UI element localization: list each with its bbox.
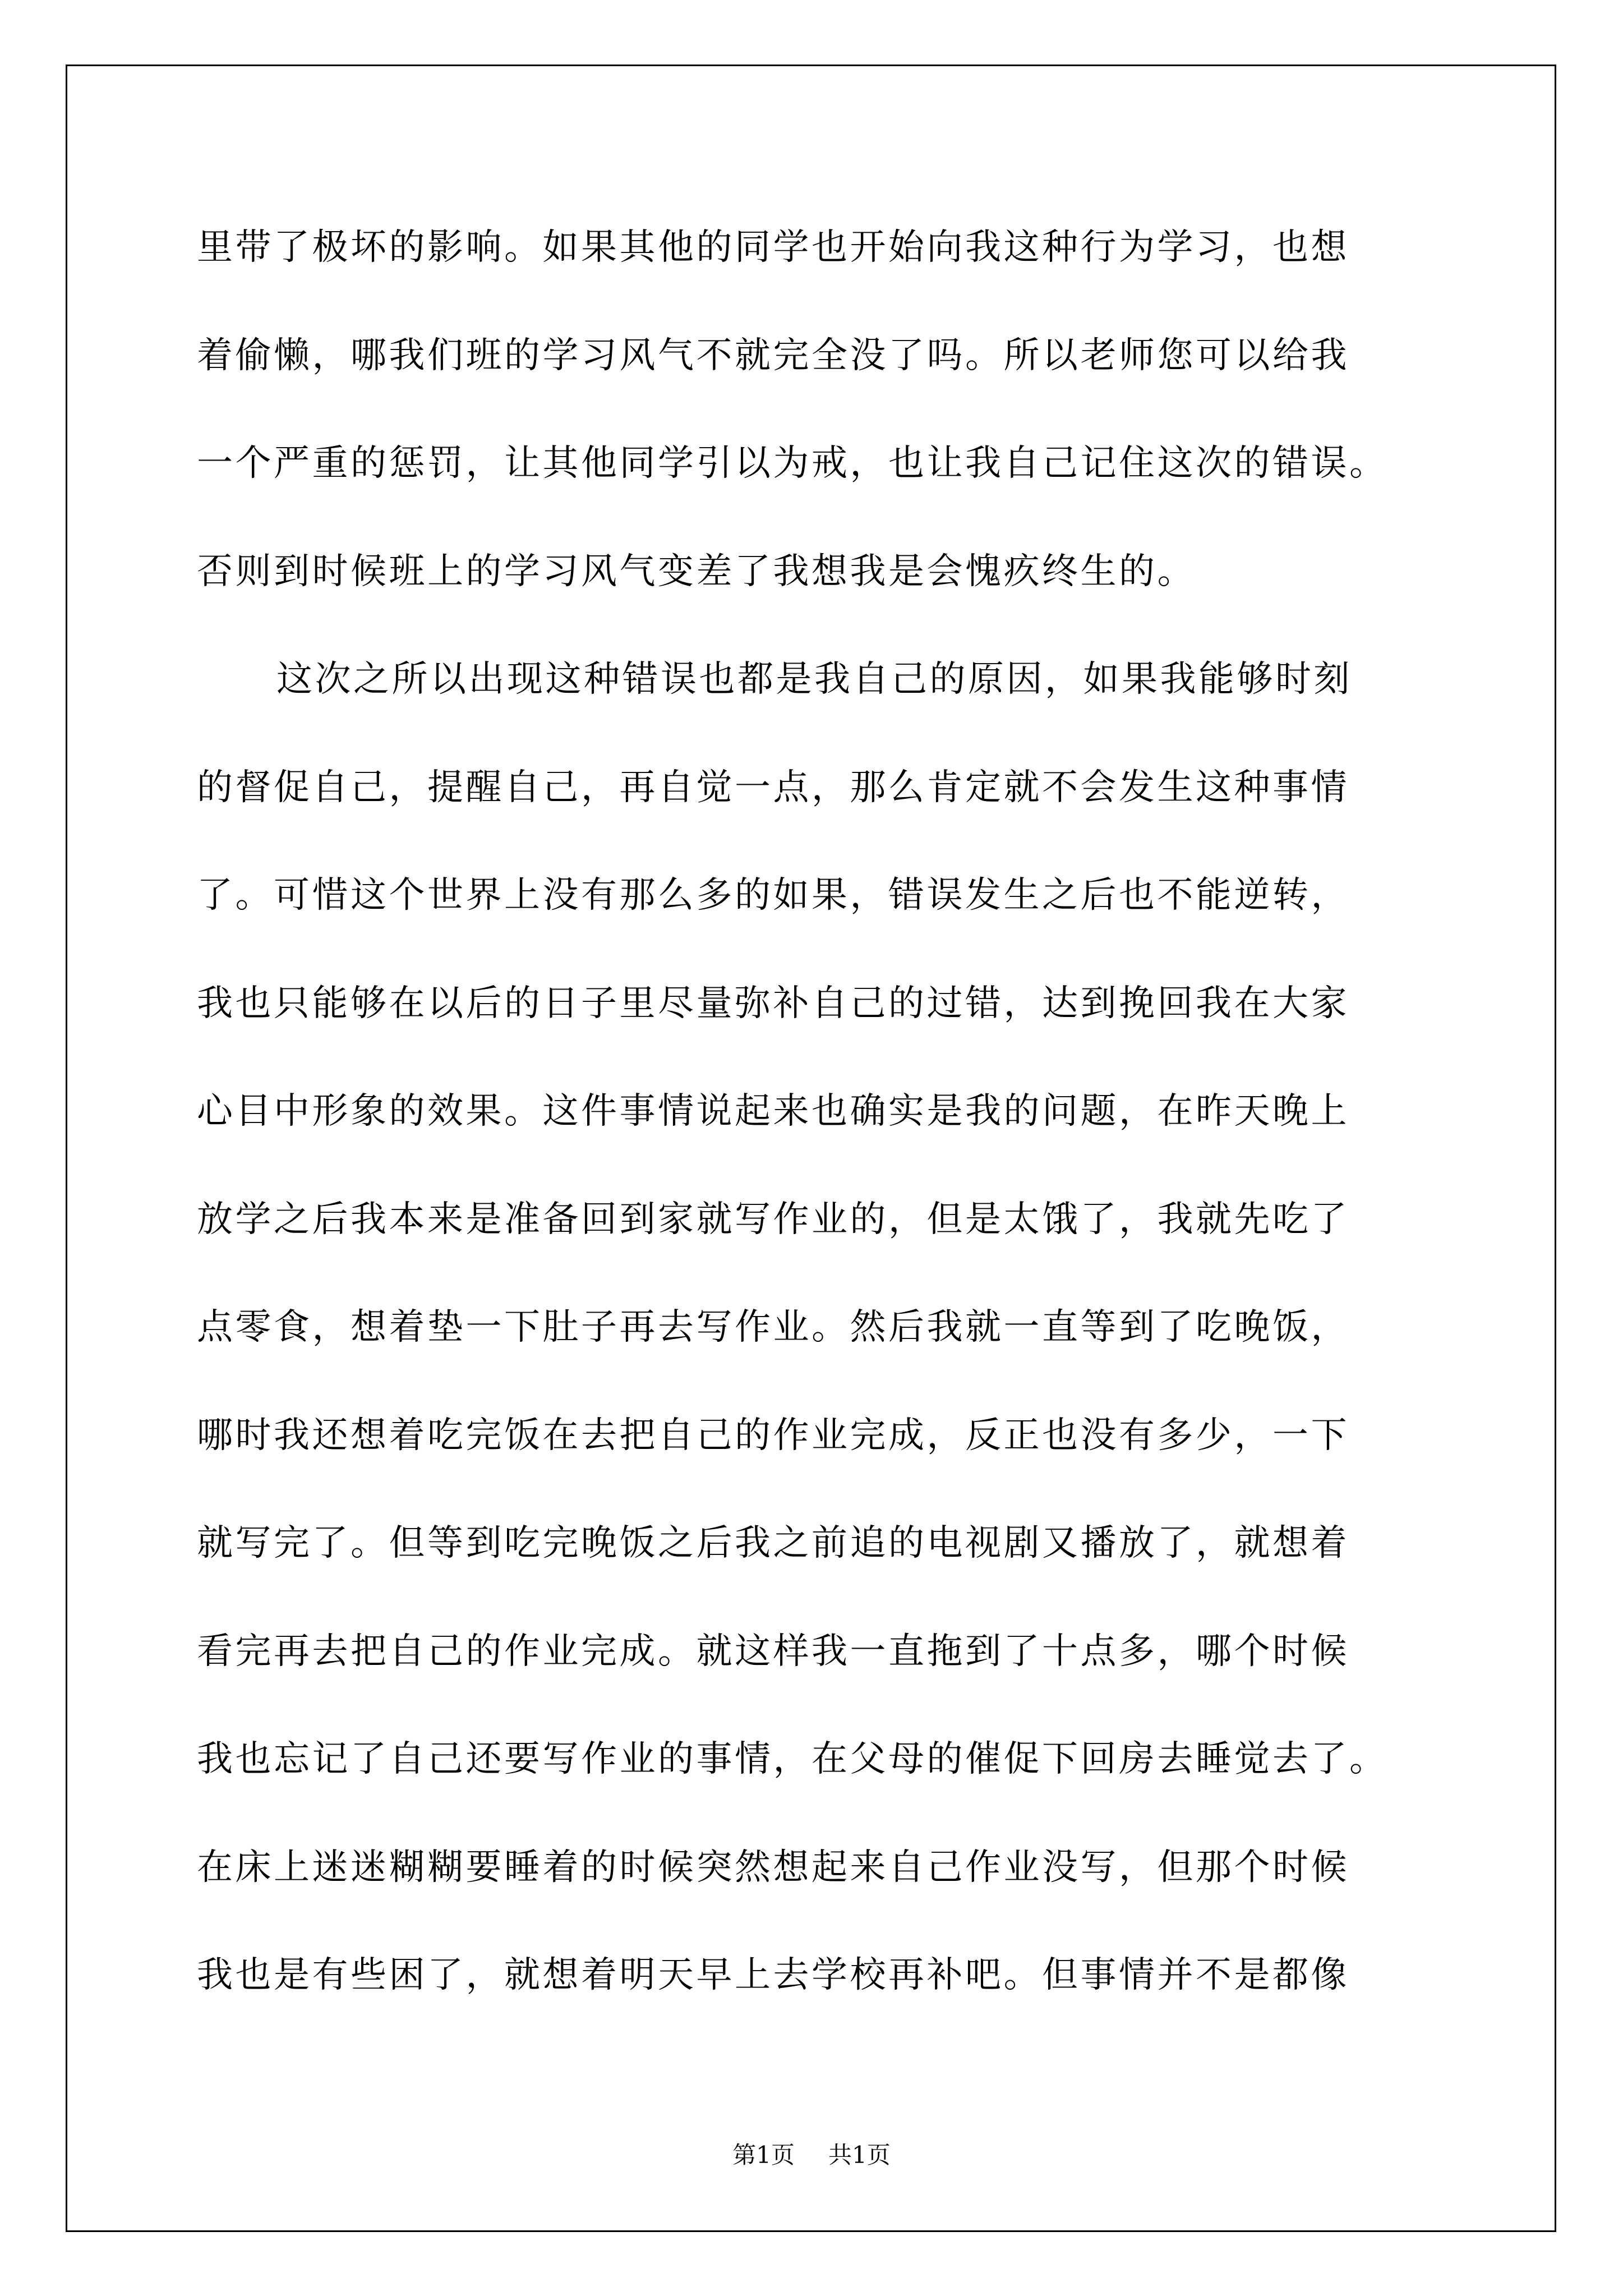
text-line: 看完再去把自己的作业完成。就这样我一直拖到了十点多，哪个时候 [197,1630,1349,1672]
text-line: 了。可惜这个世界上没有那么多的如果，错误发生之后也不能逆转， [197,875,1349,916]
text-line: 的督促自己，提醒自己，再自觉一点，那么肯定就不会发生这种事情 [197,766,1349,808]
text-line: 点零食，想着垫一下肚子再去写作业。然后我就一直等到了吃晚饭， [197,1306,1349,1348]
text-line: 放学之后我本来是准备回到家就写作业的，但是太饿了，我就先吃了 [197,1198,1349,1240]
text-line: 我也忘记了自己还要写作业的事情，在父母的催促下回房去睡觉去了。 [197,1738,1388,1780]
text-line: 我也是有些困了，就想着明天早上去学校再补吧。但事情并不是都像 [197,1954,1349,1996]
text-line: 着偷懒，哪我们班的学习风气不就完全没了吗。所以老师您可以给我 [197,334,1349,376]
text-line: 就写完了。但等到吃完晚饭之后我之前追的电视剧又播放了，就想着 [197,1522,1349,1564]
text-line: 在床上迷迷糊糊要睡着的时候突然想起来自己作业没写，但那个时候 [197,1846,1349,1888]
page-number-total: 共1页 [828,2141,891,2169]
text-line: 里带了极坏的影响。如果其他的同学也开始向我这种行为学习，也想 [197,227,1349,268]
document-body [197,214,1453,2050]
text-line: 我也只能够在以后的日子里尽量弥补自己的过错，达到挽回我在大家 [197,982,1349,1024]
text-line: 哪时我还想着吃完饭在去把自己的作业完成，反正也没有多少，一下 [197,1414,1349,1456]
text-line: 否则到时候班上的学习风气变差了我想我是会愧疚终生的。 [197,550,1196,592]
page-number-current: 第1页 [732,2141,795,2169]
text-line: 心目中形象的效果。这件事情说起来也确实是我的问题，在昨天晚上 [197,1091,1349,1132]
text-line: 一个严重的惩罚，让其他同学引以为戒，也让我自己记住这次的错误。 [197,443,1388,484]
text-line: 这次之所以出现这种错误也都是我自己的原因，如果我能够时刻 [276,659,1352,700]
page-footer [0,2138,1623,2172]
